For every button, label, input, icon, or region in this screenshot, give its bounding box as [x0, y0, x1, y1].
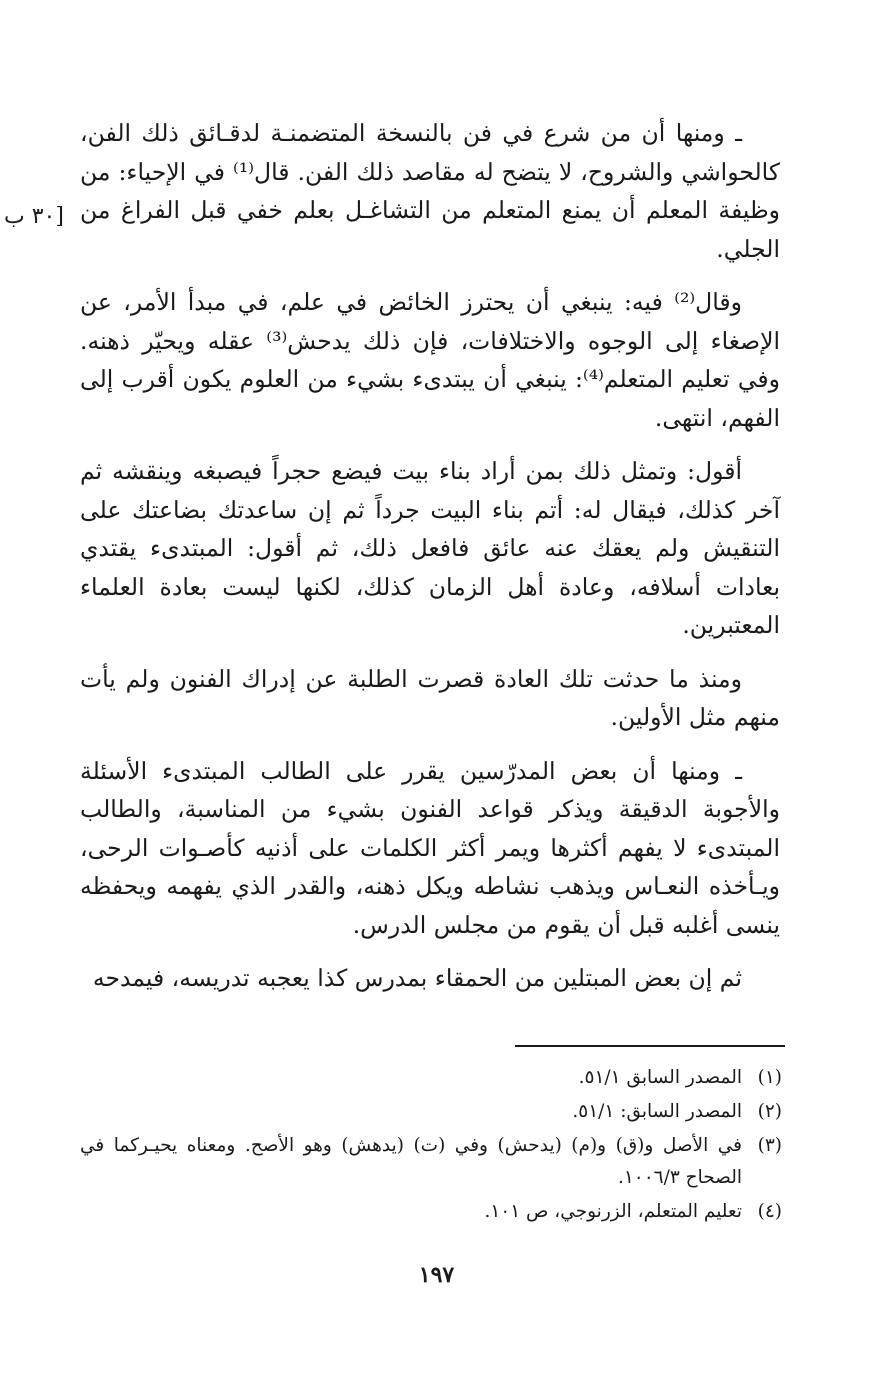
- paragraph-4: ومنذ ما حدثت تلك العادة قصرت الطلبة عن إدراك الفنون ولم يأت منهم مثل الأولين.: [80, 664, 780, 731]
- footnote-number: (٤): [757, 1201, 782, 1222]
- paragraph-1: ـ ومنها أن من شرع في فن بالنسخة المتضمنـة لدقـائق ذلك الفن، كالحواشي والشروح، لا يتضح له مقاصد ذلك الفن. قال⁽¹⁾ في الإحياء: من وظيفة المعلم أن يمنع المتعلم من التشاغـل بعلم خفي قبل الفراغ من الجلي.: [80, 119, 781, 263]
- footnote-number: (٣): [757, 1135, 782, 1156]
- footnotes: [80, 1062, 782, 1230]
- paragraph-6: ثم إن بعض المبتلين من الحمقاء بمدرس كذا يعجبه تدريسه، فيمدحه: [92, 964, 742, 992]
- footnote-separator: [515, 1045, 785, 1047]
- paragraph-2: وقال⁽²⁾ فيه: ينبغي أن يحترز الخائض في علم، في مبدأ الأمر، عن الإصغاء إلى الوجوه والاختلافات، فإن ذلك يدحش⁽³⁾ عقله ويحيّر ذهنه. وفي تعليم المتعلم⁽⁴⁾: ينبغي أن يبتدىء بشيء من العلوم يكون أقرب إلى الفهم، انتهى.: [80, 288, 781, 432]
- paragraph-5: ـ ومنها أن بعض المدرّسين يقرر على الطالب المبتدىء الأسئلة والأجوبة الدقيقة ويذكر قواعد الفنون بشيء من المناسبة، والطالب المبتدىء لا يفهم أكثرها ويمر أكثر الكلمات على أذنيه كأصـوات الرحى، ويـأخذه النعـاس ويذهب نشاطه ويكل ذهنه، والقدر الذي يفهمه ويحفظه ينسى أغلبه قبل أن يقوم من مجلس الدرس.: [80, 756, 780, 939]
- footnote-item: [80, 1196, 782, 1228]
- footnote-text: المصدر السابق: ٥١/١.: [572, 1101, 742, 1122]
- main-text: [80, 114, 780, 1013]
- footnote-number: (١): [757, 1067, 782, 1088]
- manuscript-folio-marker: [٣٠ ب: [4, 204, 64, 229]
- footnote-item: [80, 1096, 782, 1128]
- footnote-item: [80, 1130, 782, 1194]
- footnote-text: في الأصل و(ق) و(م) (يدحش) وفي (ت) (يدهش) وهو الأصح. ومعناه يحيـركما في الصحاح ١٠٠٦/٣.: [80, 1135, 742, 1188]
- page-number: ١٩٧: [418, 1262, 455, 1288]
- footnote-text: المصدر السابق ٥١/١.: [578, 1067, 742, 1088]
- footnote-text: تعليم المتعلم، الزرنوجي، ص ١٠١.: [484, 1201, 742, 1222]
- footnote-number: (٢): [757, 1101, 782, 1122]
- paragraph-3: أقول: وتمثل ذلك بمن أراد بناء بيت فيضع حجراً فيصبغه وينقشه ثم آخر كذلك، فيقال له: أتم بناء البيت جرداً ثم إن ساعدتك بضاعتك على التنقيش ولم يعقك عنه عائق فافعل ذلك، ثم أقول: المبتدىء يقتدي بعادات أسلافه، وعادة أهل الزمان كذلك، لكنها ليست بعادة العلماء المعتبرين.: [80, 457, 780, 639]
- footnote-item: [80, 1062, 782, 1094]
